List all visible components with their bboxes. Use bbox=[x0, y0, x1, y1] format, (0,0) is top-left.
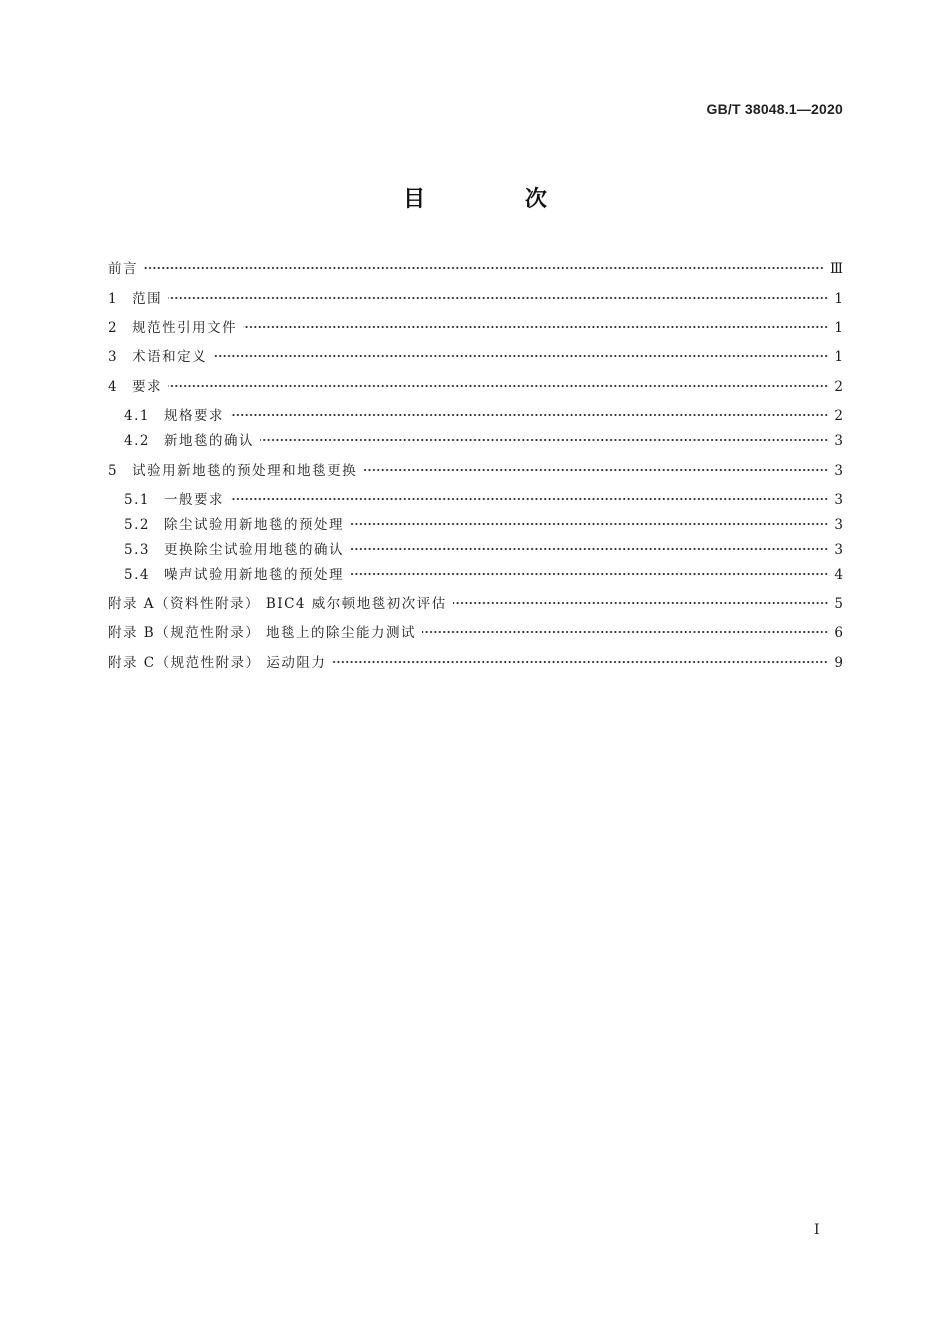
toc-entry-text: 一般要求 bbox=[163, 492, 224, 508]
toc-entry-label bbox=[124, 430, 254, 452]
toc-entry-number: 4 bbox=[108, 379, 119, 395]
toc-entry-page: 3 bbox=[834, 433, 843, 449]
toc-entry-text: 噪声试验用新地毯的预处理 bbox=[163, 567, 344, 583]
page-title: 目 次 bbox=[403, 187, 593, 212]
toc-entry-text: 附录 C（规范性附录） 运动阻力 bbox=[108, 655, 327, 671]
standard-code: GB/T 38048.1—2020 bbox=[706, 101, 843, 117]
toc-entry-conditioning[interactable] bbox=[108, 460, 843, 482]
dot-leader bbox=[230, 497, 828, 501]
toc-entry-label bbox=[108, 317, 237, 339]
toc-entry-text: 新地毯的确认 bbox=[163, 433, 254, 449]
toc-entry-annex-b[interactable] bbox=[108, 622, 843, 644]
toc-entry-text: 除尘试验用新地毯的预处理 bbox=[163, 517, 344, 533]
toc-entry-number: 4.1 bbox=[124, 408, 150, 424]
toc-entry-label bbox=[108, 622, 416, 644]
toc-entry-5-4[interactable] bbox=[108, 564, 843, 586]
toc-entry-text: 规格要求 bbox=[163, 408, 224, 424]
toc-entry-number: 1 bbox=[108, 291, 119, 307]
toc-entry-annex-a[interactable] bbox=[108, 593, 843, 615]
toc-entry-foreword[interactable] bbox=[108, 258, 843, 280]
toc-entry-label bbox=[124, 514, 344, 536]
toc-entry-page: 2 bbox=[834, 408, 843, 424]
toc-entry-terms[interactable] bbox=[108, 346, 843, 368]
toc-entry-number: 3 bbox=[108, 349, 119, 365]
toc-entry-number: 5.2 bbox=[124, 517, 150, 533]
toc-entry-text: 前言 bbox=[108, 261, 138, 277]
toc-entry-text: 试验用新地毯的预处理和地毯更换 bbox=[132, 463, 358, 479]
toc-entry-number: 2 bbox=[108, 320, 119, 336]
dot-leader bbox=[243, 325, 828, 329]
toc-entry-label bbox=[108, 376, 162, 398]
toc-entry-annex-c[interactable] bbox=[108, 652, 843, 674]
toc-entry-label bbox=[108, 652, 326, 674]
toc-entry-number: 4.2 bbox=[124, 433, 150, 449]
toc-entry-page: 3 bbox=[834, 492, 843, 508]
dot-leader bbox=[332, 660, 828, 664]
toc-entry-label bbox=[124, 489, 224, 511]
dot-leader bbox=[168, 296, 828, 300]
dot-leader bbox=[350, 572, 828, 576]
toc-entry-page: 9 bbox=[834, 655, 843, 671]
dot-leader bbox=[213, 354, 828, 358]
toc-entry-scope[interactable] bbox=[108, 288, 843, 310]
toc-entry-number: 5 bbox=[108, 463, 119, 479]
toc-entry-page: 1 bbox=[834, 320, 843, 336]
page-number: I bbox=[814, 1222, 820, 1238]
toc-entry-page: 5 bbox=[834, 596, 843, 612]
toc-entry-5-1[interactable] bbox=[108, 489, 843, 511]
toc-entry-page: 3 bbox=[834, 463, 843, 479]
dot-leader bbox=[350, 522, 828, 526]
toc-entry-label bbox=[124, 564, 344, 586]
toc-entry-normative-references[interactable] bbox=[108, 317, 843, 339]
toc-entry-label bbox=[108, 593, 447, 615]
dot-leader bbox=[453, 601, 829, 605]
dot-leader bbox=[350, 547, 828, 551]
toc-entry-label bbox=[124, 405, 224, 427]
dot-leader bbox=[144, 266, 824, 270]
toc-entry-page: Ⅲ bbox=[829, 261, 843, 277]
toc-entry-5-2[interactable] bbox=[108, 514, 843, 536]
toc-entry-text: 附录 A（资料性附录） BIC4 威尔顿地毯初次评估 bbox=[108, 596, 447, 612]
toc-entry-number: 5.4 bbox=[124, 567, 150, 583]
dot-leader bbox=[363, 468, 828, 472]
dot-leader bbox=[260, 438, 828, 442]
toc-entry-page: 3 bbox=[834, 542, 843, 558]
toc-entry-page: 1 bbox=[834, 291, 843, 307]
toc-entry-4-1[interactable] bbox=[108, 405, 843, 427]
toc-entry-text: 规范性引用文件 bbox=[132, 320, 238, 336]
toc-entry-text: 范围 bbox=[132, 291, 163, 307]
toc-entry-page: 2 bbox=[834, 379, 843, 395]
toc-entry-number: 5.1 bbox=[124, 492, 150, 508]
toc-entry-5-3[interactable] bbox=[108, 539, 843, 561]
toc-entry-text: 附录 B（规范性附录） 地毯上的除尘能力测试 bbox=[108, 625, 417, 641]
dot-leader bbox=[230, 413, 828, 417]
toc-entry-page: 3 bbox=[834, 517, 843, 533]
dot-leader bbox=[422, 630, 828, 634]
toc-entry-text: 要求 bbox=[132, 379, 163, 395]
toc-entry-page: 1 bbox=[834, 349, 843, 365]
toc-entry-number: 5.3 bbox=[124, 542, 150, 558]
toc-entry-requirements[interactable] bbox=[108, 376, 843, 398]
toc-entry-text: 术语和定义 bbox=[132, 349, 208, 365]
toc-entry-label bbox=[108, 258, 138, 280]
dot-leader bbox=[168, 384, 828, 388]
toc-entry-4-2[interactable] bbox=[108, 430, 843, 452]
toc-entry-text: 更换除尘试验用地毯的确认 bbox=[163, 542, 344, 558]
toc-entry-label bbox=[108, 288, 162, 310]
toc-entry-label bbox=[108, 460, 357, 482]
toc-entry-page: 4 bbox=[834, 567, 843, 583]
toc-entry-label bbox=[124, 539, 344, 561]
toc-entry-label bbox=[108, 346, 207, 368]
toc-entry-page: 6 bbox=[834, 625, 843, 641]
